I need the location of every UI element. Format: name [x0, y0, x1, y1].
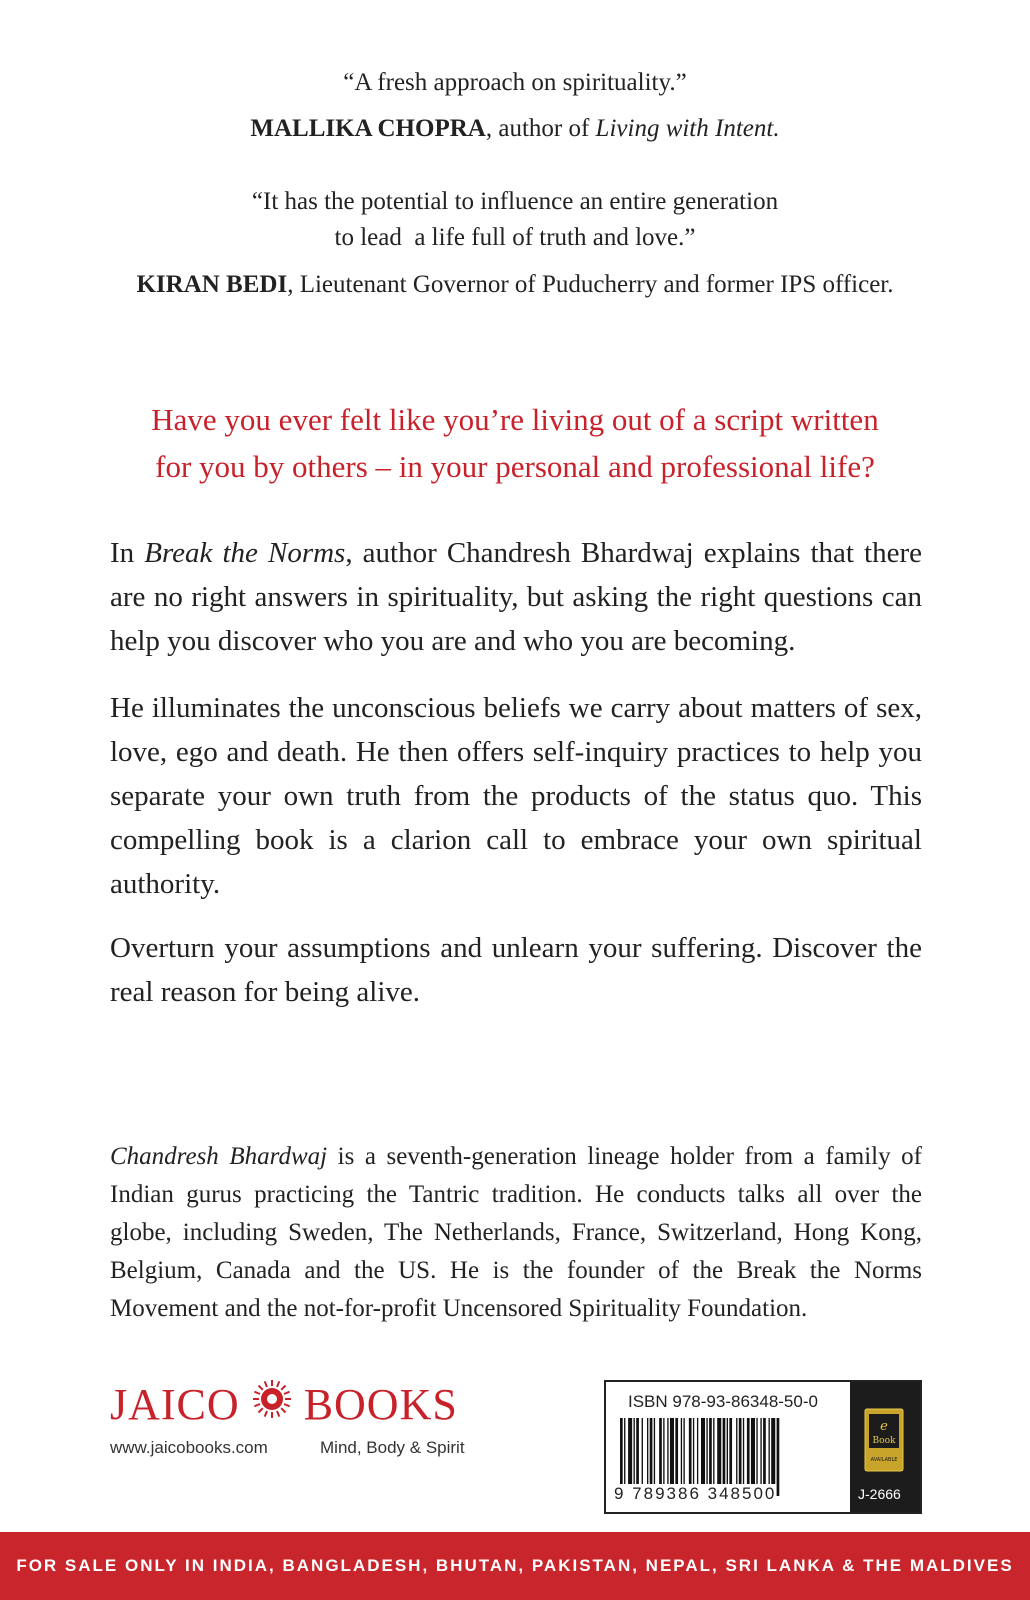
author-name: Chandresh Bhardwaj	[110, 1143, 328, 1170]
endorser-role-1: , author of	[485, 115, 596, 142]
publisher-logo-right: BOOKS	[303, 1379, 458, 1429]
ebook-word: Book	[872, 1436, 896, 1446]
isbn-label: ISBN 978-93-86348-50-0	[628, 1392, 818, 1411]
headline-line-1: Have you ever felt like you’re living out of a script written	[151, 402, 879, 437]
barcode-stripe	[777, 1418, 780, 1496]
endorsement-attribution-2	[0, 268, 1030, 302]
sales-territory-text: FOR SALE ONLY IN INDIA, BANGLADESH, BHUTAN, PAKISTAN, NEPAL, SRI LANKA & THE MALDIVES	[16, 1556, 1014, 1575]
book-title: Break the Norms	[144, 537, 346, 569]
book-genre: Mind, Body & Spirit	[320, 1438, 465, 1457]
body-paragraph-2: He illuminates the unconscious beliefs we carry about matters of sex, love, ego and death. He then offers self-inquiry practices to help you separate your own truth from the products of the status quo. This compelling book is a clarion call to embrace your own spiritual authority.	[110, 692, 922, 900]
barcode-box	[604, 1380, 922, 1514]
ebook-letter: e	[880, 1419, 888, 1434]
headline-line-2: for you by others – in your personal and professional life?	[155, 449, 875, 484]
endorsement-quote-2-line-2: to lead a life full of truth and love.”	[334, 224, 696, 251]
body-paragraph-1	[110, 531, 922, 663]
barcode-digits: 9 789386 348500	[614, 1484, 777, 1503]
p1-text: , author Chandresh Bhardwaj explains that there are no right answers in spirituality, but asking the right questions can help you discover who you are and who you are becoming.	[110, 537, 922, 657]
author-bio	[110, 1138, 922, 1328]
endorsement-attribution-1	[0, 112, 1030, 146]
endorser-name-2: KIRAN BEDI	[136, 271, 288, 298]
sun-icon	[252, 1379, 292, 1430]
product-code: J-2666	[858, 1486, 901, 1502]
p1-prefix: In	[110, 537, 145, 569]
endorsement-quote-2-line-1: “It has the potential to influence an entire generation	[251, 188, 779, 215]
author-bio-text: is a seventh-generation lineage holder from a family of Indian gurus practicing the Tantric tradition. He conducts talks all over the globe, including Sweden, The Netherlands, France, Switzerland, Hong Kong, Belgium, Canada and the US. He is the founder of the Break the Norms Movement and the not-for-profit Uncensored Spirituality Foundation.	[110, 1143, 923, 1322]
publisher-website: www.jaicobooks.com	[110, 1438, 268, 1457]
endorser-work-1: Living with Intent.	[595, 115, 780, 142]
sales-territory-banner	[0, 1532, 1030, 1600]
endorser-role-2: , Lieutenant Governor of Puducherry and former IPS officer.	[287, 271, 894, 298]
endorser-name-1: MALLIKA CHOPRA	[250, 115, 486, 142]
endorsement-quote-2	[0, 184, 1030, 256]
ebook-icon	[864, 1408, 904, 1477]
ebook-panel	[850, 1382, 920, 1512]
body-paragraph-3: Overturn your assumptions and unlearn your suffering. Discover the real reason for being alive.	[110, 932, 922, 1008]
endorsement-quote-1: “A fresh approach on spirituality.”	[343, 69, 687, 96]
publisher-logo	[110, 1378, 458, 1430]
ebook-caption: AVAILABLE	[870, 1457, 898, 1463]
headline	[0, 396, 1030, 490]
publisher-logo-left: JAICO	[110, 1379, 240, 1429]
